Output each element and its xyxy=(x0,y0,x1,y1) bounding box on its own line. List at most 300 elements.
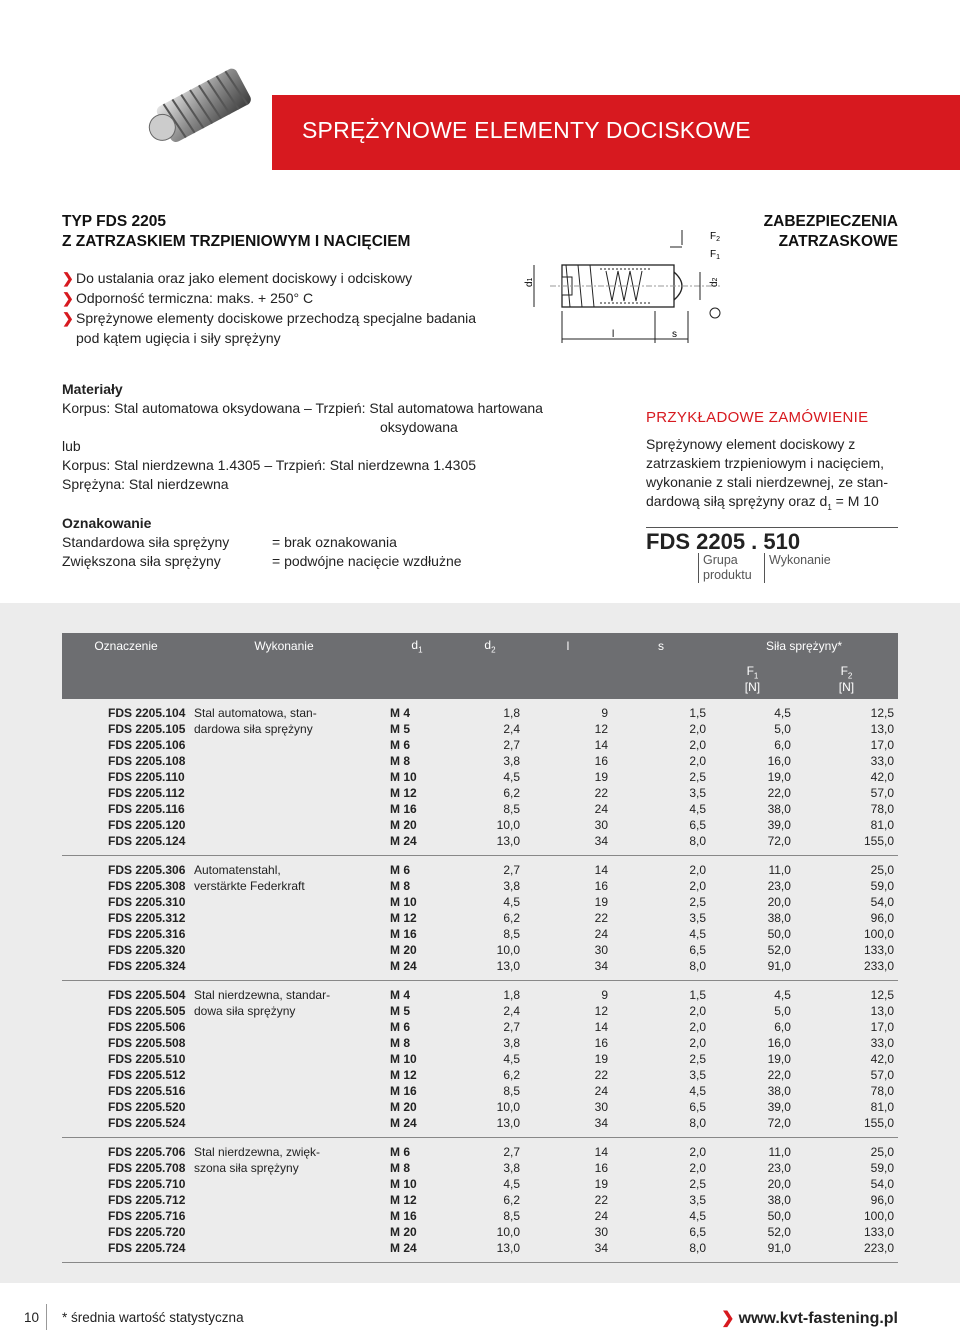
cell-d1: M 16 xyxy=(390,802,417,816)
cell-s: 2,0 xyxy=(689,1036,706,1050)
order-example xyxy=(646,408,898,587)
cell-f2: 17,0 xyxy=(870,1020,894,1034)
cell-f2: 223,0 xyxy=(863,1241,894,1255)
projection-symbol xyxy=(710,308,720,318)
table-row xyxy=(62,817,898,833)
cell-description xyxy=(190,817,378,833)
cell-code: FDS 2205.520 xyxy=(108,1100,186,1114)
cell-l: 34 xyxy=(594,1116,608,1130)
table-row xyxy=(62,1003,898,1019)
col-header-oznaczenie: Oznaczenie xyxy=(62,633,190,659)
cell-d1: M 24 xyxy=(390,1241,417,1255)
col-header-wykonanie: Wykonanie xyxy=(190,633,378,659)
cell-f1: 23,0 xyxy=(767,1161,791,1175)
cell-code: FDS 2205.724 xyxy=(108,1241,186,1255)
cell-description xyxy=(190,958,378,974)
cell-description xyxy=(190,801,378,817)
cell-s: 3,5 xyxy=(689,911,706,925)
cell-f2: 13,0 xyxy=(870,722,894,736)
cell-d2: 13,0 xyxy=(496,834,520,848)
cell-code: FDS 2205.316 xyxy=(108,927,186,941)
cell-s: 4,5 xyxy=(689,927,706,941)
cell-description xyxy=(190,1176,378,1192)
cell-d2: 3,8 xyxy=(503,1161,520,1175)
category-line-1: ZABEZPIECZENIA xyxy=(763,213,898,230)
table-row xyxy=(62,1099,898,1115)
cell-l: 14 xyxy=(594,1145,608,1159)
order-text: dardową siłą sprężyny oraz $d_1 = M$ 10 xyxy=(646,493,879,512)
cell-f1: 72,0 xyxy=(767,834,791,848)
cell-l: 16 xyxy=(594,1036,608,1050)
cell-description xyxy=(190,1035,378,1051)
f2-label: $F_2$ xyxy=(710,231,721,243)
cell-f2: 78,0 xyxy=(870,802,894,816)
cell-code: FDS 2205.106 xyxy=(108,738,186,752)
cell-s: 3,5 xyxy=(689,1193,706,1207)
table-row xyxy=(62,801,898,817)
col-header-d2: $d_2$ xyxy=(456,633,524,659)
cell-description xyxy=(190,894,378,910)
cell-l: 24 xyxy=(594,1209,608,1223)
order-text: zatrzaskiem trzpieniowym i nacięciem, xyxy=(646,455,885,471)
cell-d1: M 8 xyxy=(390,1036,411,1050)
cell-description xyxy=(190,1208,378,1224)
cell-d1: M 16 xyxy=(390,927,417,941)
cell-f2: 81,0 xyxy=(870,1100,894,1114)
cell-s: 6,5 xyxy=(689,1100,706,1114)
cell-f2: 78,0 xyxy=(870,1084,894,1098)
cell-d2: 13,0 xyxy=(496,1116,520,1130)
cell-l: 14 xyxy=(594,738,608,752)
cell-code: FDS 2205.110 xyxy=(108,770,185,784)
cell-f2: 57,0 xyxy=(870,786,894,800)
cell-description xyxy=(190,833,378,849)
cell-s: 2,5 xyxy=(689,1052,706,1066)
table-row xyxy=(62,753,898,769)
cell-d1: M 10 xyxy=(390,1177,417,1191)
cell-f1: 72,0 xyxy=(767,1116,791,1130)
cell-f2: 81,0 xyxy=(870,818,894,832)
category-title xyxy=(764,212,898,252)
label-execution: Wykonanie xyxy=(764,553,831,583)
cell-s: 8,0 xyxy=(689,1116,706,1130)
cell-description xyxy=(190,1051,378,1067)
cell-f1: 16,0 xyxy=(767,754,791,768)
col-header-d1: $d_1$ xyxy=(378,633,456,659)
col-header-s: s xyxy=(612,633,710,659)
cell-d2: 6,2 xyxy=(503,786,520,800)
cell-l: 14 xyxy=(594,1020,608,1034)
table-row xyxy=(62,1240,898,1256)
feature-item xyxy=(62,268,476,288)
cell-d2: 8,5 xyxy=(503,927,520,941)
cell-d1: M 12 xyxy=(390,1193,417,1207)
cell-s: 6,5 xyxy=(689,1225,706,1239)
cell-f1: 38,0 xyxy=(767,1193,791,1207)
cell-description: Stal nierdzewna, zwięk- xyxy=(194,1145,321,1159)
cell-l: 24 xyxy=(594,802,608,816)
cell-code: FDS 2205.720 xyxy=(108,1225,186,1239)
chevron-icon: ❯ xyxy=(62,310,74,326)
cell-f1: 50,0 xyxy=(767,927,791,941)
cell-f2: 12,5 xyxy=(870,706,894,720)
cell-d2: 10,0 xyxy=(496,1100,520,1114)
materials-line: Korpus: Stal automatowa oksydowana – Trzpień: Stal automatowa hartowana xyxy=(62,400,543,416)
cell-s: 4,5 xyxy=(689,1209,706,1223)
table-row xyxy=(62,926,898,942)
cell-d1: M 10 xyxy=(390,895,417,909)
cell-d1: M 8 xyxy=(390,754,411,768)
cell-f1: 5,0 xyxy=(774,722,791,736)
table-row xyxy=(62,1019,898,1035)
cell-f2: 13,0 xyxy=(870,1004,894,1018)
table-row xyxy=(62,833,898,849)
cell-d1: M 20 xyxy=(390,818,417,832)
cell-description: dowa siła sprężyny xyxy=(194,1004,296,1018)
materials-heading: Materiały xyxy=(62,381,123,397)
table-row xyxy=(62,1192,898,1208)
table-row xyxy=(62,958,898,974)
cell-d2: 6,2 xyxy=(503,1068,520,1082)
cell-s: 8,0 xyxy=(689,834,706,848)
cell-f1: 5,0 xyxy=(774,1004,791,1018)
cell-description xyxy=(190,1067,378,1083)
cell-d1: M 24 xyxy=(390,1116,417,1130)
footnote: * średnia wartość statystyczna xyxy=(62,1310,244,1325)
col-header-f2: $F_2$ [N] xyxy=(795,659,898,699)
cell-s: 3,5 xyxy=(689,786,706,800)
cell-code: FDS 2205.712 xyxy=(108,1193,186,1207)
cell-d2: 10,0 xyxy=(496,1225,520,1239)
cell-f2: 54,0 xyxy=(870,895,894,909)
materials-section xyxy=(62,380,543,494)
cell-d2: 2,4 xyxy=(503,1004,520,1018)
marking-value: = podwójne nacięcie wzdłużne xyxy=(272,553,462,569)
cell-s: 2,0 xyxy=(689,879,706,893)
cell-code: FDS 2205.716 xyxy=(108,1209,186,1223)
cell-f2: 17,0 xyxy=(870,738,894,752)
cell-d2: 8,5 xyxy=(503,1084,520,1098)
cell-s: 2,0 xyxy=(689,738,706,752)
cell-code: FDS 2205.508 xyxy=(108,1036,186,1050)
feature-text: Sprężynowe elementy dociskowe przechodzą specjalne badania xyxy=(76,310,477,326)
table-row xyxy=(62,1208,898,1224)
cell-d1: M 20 xyxy=(390,943,417,957)
cell-l: 22 xyxy=(594,1068,608,1082)
cell-d2: 2,7 xyxy=(503,1020,520,1034)
cell-d1: M 12 xyxy=(390,1068,417,1082)
cell-f1: 20,0 xyxy=(767,895,791,909)
cell-l: 30 xyxy=(594,818,608,832)
cell-f2: 54,0 xyxy=(870,1177,894,1191)
cell-d2: 6,2 xyxy=(503,1193,520,1207)
table-row xyxy=(62,942,898,958)
cell-l: 19 xyxy=(594,770,608,784)
cell-s: 1,5 xyxy=(689,706,706,720)
cell-code: FDS 2205.308 xyxy=(108,879,186,893)
type-line-2: Z ZATRZASKIEM TRZPIENIOWYM I NACIĘCIEM xyxy=(62,233,411,250)
cell-l: 30 xyxy=(594,1100,608,1114)
col-header-f1: $F_1$ [N] xyxy=(710,659,795,699)
f1-label: $F_1$ xyxy=(710,249,721,261)
table-row xyxy=(62,705,898,721)
cell-d2: 3,8 xyxy=(503,1036,520,1050)
cell-d2: 1,8 xyxy=(503,706,520,720)
cell-description: Stal nierdzewna, standar- xyxy=(194,988,331,1002)
table-row xyxy=(62,737,898,753)
cell-code: FDS 2205.105 xyxy=(108,722,186,736)
table-row xyxy=(62,785,898,801)
cell-f2: 59,0 xyxy=(870,879,894,893)
cell-code: FDS 2205.116 xyxy=(108,802,185,816)
marking-label: Zwiększona siła sprężyny xyxy=(62,553,221,569)
cell-d1: M 6 xyxy=(390,863,411,877)
cell-f1: 6,0 xyxy=(774,738,791,752)
cell-code: FDS 2205.510 xyxy=(108,1052,186,1066)
cell-l: 16 xyxy=(594,1161,608,1175)
cell-description xyxy=(190,1083,378,1099)
cell-f1: 19,0 xyxy=(767,770,791,784)
cell-code: FDS 2205.104 xyxy=(108,706,186,720)
cell-f2: 42,0 xyxy=(870,770,894,784)
cell-d2: 2,4 xyxy=(503,722,520,736)
cell-l: 24 xyxy=(594,927,608,941)
cell-s: 2,0 xyxy=(689,754,706,768)
cell-code: FDS 2205.108 xyxy=(108,754,186,768)
cell-code: FDS 2205.324 xyxy=(108,959,186,973)
marking-value: = brak oznakowania xyxy=(272,534,397,550)
cell-f2: 233,0 xyxy=(863,959,894,973)
cell-s: 3,5 xyxy=(689,1068,706,1082)
cell-code: FDS 2205.706 xyxy=(108,1145,186,1159)
cell-code: FDS 2205.708 xyxy=(108,1161,186,1175)
cell-f2: 12,5 xyxy=(870,988,894,1002)
cell-description xyxy=(190,753,378,769)
cell-d2: 4,5 xyxy=(503,1177,520,1191)
cell-f2: 25,0 xyxy=(870,1145,894,1159)
technical-drawing xyxy=(520,225,740,350)
cell-code: FDS 2205.310 xyxy=(108,895,186,909)
cell-code: FDS 2205.710 xyxy=(108,1177,186,1191)
cell-code: FDS 2205.524 xyxy=(108,1116,186,1130)
cell-code: FDS 2205.516 xyxy=(108,1084,186,1098)
cell-code: FDS 2205.320 xyxy=(108,943,186,957)
cell-f1: 22,0 xyxy=(767,786,791,800)
cell-f2: 33,0 xyxy=(870,1036,894,1050)
cell-d1: M 8 xyxy=(390,879,411,893)
cell-code: FDS 2205.505 xyxy=(108,1004,186,1018)
cell-d1: M 10 xyxy=(390,770,417,784)
cell-f1: 52,0 xyxy=(767,943,791,957)
cell-l: 9 xyxy=(601,706,608,720)
table-row xyxy=(62,1083,898,1099)
cell-d2: 1,8 xyxy=(503,988,520,1002)
cell-f2: 59,0 xyxy=(870,1161,894,1175)
cell-l: 22 xyxy=(594,1193,608,1207)
cell-d2: 6,2 xyxy=(503,911,520,925)
cell-description: Automatenstahl, xyxy=(194,863,281,877)
cell-f1: 52,0 xyxy=(767,1225,791,1239)
cell-l: 34 xyxy=(594,1241,608,1255)
cell-d2: 4,5 xyxy=(503,1052,520,1066)
chevron-icon: ❯ xyxy=(62,290,74,306)
cell-f2: 133,0 xyxy=(863,1225,894,1239)
cell-code: FDS 2205.504 xyxy=(108,988,186,1002)
cell-description: verstärkte Federkraft xyxy=(194,879,305,893)
table-row xyxy=(62,987,898,1003)
cell-d2: 2,7 xyxy=(503,1145,520,1159)
table-row xyxy=(62,1115,898,1131)
materials-line: oksydowana xyxy=(380,419,458,435)
cell-description: dardowa siła sprężyny xyxy=(194,722,313,736)
table-row xyxy=(62,894,898,910)
col-header-sila: Siła sprężyny* xyxy=(710,633,898,659)
cell-f1: 4,5 xyxy=(774,706,791,720)
cell-f1: 22,0 xyxy=(767,1068,791,1082)
cell-code: FDS 2205.124 xyxy=(108,834,186,848)
cell-d2: 8,5 xyxy=(503,802,520,816)
col-header-l: l xyxy=(524,633,612,659)
cell-d2: 4,5 xyxy=(503,770,520,784)
cell-s: 2,0 xyxy=(689,1020,706,1034)
l-label: l xyxy=(612,329,615,340)
cell-f2: 133,0 xyxy=(863,943,894,957)
cell-l: 22 xyxy=(594,911,608,925)
order-heading: PRZYKŁADOWE ZAMÓWIENIE xyxy=(646,409,869,426)
cell-d2: 2,7 xyxy=(503,863,520,877)
cell-l: 22 xyxy=(594,786,608,800)
table-row xyxy=(62,878,898,894)
cell-f2: 96,0 xyxy=(870,1193,894,1207)
chevron-icon: ❯ xyxy=(721,1310,735,1327)
cell-l: 30 xyxy=(594,1225,608,1239)
cell-code: FDS 2205.506 xyxy=(108,1020,186,1034)
cell-f1: 39,0 xyxy=(767,818,791,832)
label-group: Grupa produktu xyxy=(698,553,752,583)
table-row xyxy=(62,1035,898,1051)
cell-description: szona siła sprężyny xyxy=(194,1161,299,1175)
cell-f2: 155,0 xyxy=(863,1116,894,1130)
type-line-1: TYP FDS 2205 xyxy=(62,213,166,230)
cell-s: 8,0 xyxy=(689,1241,706,1255)
d1-label: d1 xyxy=(524,277,535,287)
cell-d1: M 24 xyxy=(390,834,417,848)
cell-d2: 8,5 xyxy=(503,1209,520,1223)
feature-list xyxy=(62,268,476,348)
cell-d2: 3,8 xyxy=(503,879,520,893)
cell-f2: 100,0 xyxy=(863,927,894,941)
cell-s: 4,5 xyxy=(689,1084,706,1098)
cell-d1: M 16 xyxy=(390,1084,417,1098)
s-label: s xyxy=(672,329,677,340)
cell-s: 6,5 xyxy=(689,818,706,832)
cell-description xyxy=(190,769,378,785)
cell-f1: 16,0 xyxy=(767,1036,791,1050)
table-row xyxy=(62,862,898,878)
cell-f1: 4,5 xyxy=(774,988,791,1002)
table-row xyxy=(62,1051,898,1067)
cell-f2: 57,0 xyxy=(870,1068,894,1082)
cell-code: FDS 2205.112 xyxy=(108,786,185,800)
materials-line: lub xyxy=(62,438,81,454)
cell-code: FDS 2205.312 xyxy=(108,911,186,925)
cell-code: FDS 2205.120 xyxy=(108,818,186,832)
header-banner xyxy=(0,0,960,185)
cell-f2: 42,0 xyxy=(870,1052,894,1066)
cell-f2: 33,0 xyxy=(870,754,894,768)
cell-f1: 91,0 xyxy=(767,959,791,973)
materials-line: Korpus: Stal nierdzewna 1.4305 – Trzpień: Stal nierdzewna 1.4305 xyxy=(62,457,477,473)
table-row xyxy=(62,1176,898,1192)
cell-description xyxy=(190,1099,378,1115)
order-code: FDS 2205 . 510 xyxy=(646,527,898,551)
cell-s: 2,0 xyxy=(689,1145,706,1159)
cell-s: 2,0 xyxy=(689,863,706,877)
cell-f1: 38,0 xyxy=(767,802,791,816)
cell-s: 2,0 xyxy=(689,722,706,736)
cell-description xyxy=(190,1240,378,1256)
cell-d2: 13,0 xyxy=(496,959,520,973)
feature-text: Do ustalania oraz jako element dociskowy i odciskowy xyxy=(76,270,413,286)
feature-text: pod kątem ugięcia i siły sprężyny xyxy=(76,330,281,346)
page-title: SPRĘŻYNOWE ELEMENTY DOCISKOWE xyxy=(302,117,751,143)
website-link[interactable]: ❯ www.kvt-fastening.pl xyxy=(721,1310,898,1327)
cell-f1: 38,0 xyxy=(767,1084,791,1098)
cell-d1: M 6 xyxy=(390,1020,411,1034)
cell-l: 16 xyxy=(594,879,608,893)
cell-d1: M 6 xyxy=(390,738,411,752)
cell-l: 24 xyxy=(594,1084,608,1098)
cell-d1: M 4 xyxy=(390,706,411,720)
feature-item xyxy=(62,308,476,328)
order-text: Sprężynowy element dociskowy z xyxy=(646,436,856,452)
spec-table xyxy=(62,633,898,1263)
d2-label: d2 xyxy=(709,277,720,287)
order-text: wykonanie z stali nierdzewnej, ze stan- xyxy=(646,474,889,490)
cell-description xyxy=(190,910,378,926)
cell-s: 6,5 xyxy=(689,943,706,957)
cell-d2: 3,8 xyxy=(503,754,520,768)
cell-f1: 50,0 xyxy=(767,1209,791,1223)
cell-f1: 11,0 xyxy=(768,1145,791,1159)
cell-code: FDS 2205.306 xyxy=(108,863,186,877)
cell-description: Stal automatowa, stan- xyxy=(194,706,317,720)
materials-line: Sprężyna: Stal nierdzewna xyxy=(62,476,229,492)
cell-d1: M 10 xyxy=(390,1052,417,1066)
cell-f1: 11,0 xyxy=(768,863,791,877)
cell-s: 2,5 xyxy=(689,770,706,784)
footer-divider xyxy=(46,1304,47,1330)
cell-s: 2,5 xyxy=(689,1177,706,1191)
category-line-2: ZATRZASKOWE xyxy=(778,233,898,250)
cell-description xyxy=(190,926,378,942)
marking-heading: Oznakowanie xyxy=(62,515,152,531)
cell-d2: 13,0 xyxy=(496,1241,520,1255)
table-row xyxy=(62,769,898,785)
cell-l: 34 xyxy=(594,834,608,848)
cell-description xyxy=(190,737,378,753)
cell-f1: 91,0 xyxy=(767,1241,791,1255)
cell-description xyxy=(190,1192,378,1208)
feature-item xyxy=(62,288,476,308)
cell-l: 9 xyxy=(601,988,608,1002)
table-row xyxy=(62,1160,898,1176)
cell-s: 2,0 xyxy=(689,1161,706,1175)
cell-f2: 100,0 xyxy=(863,1209,894,1223)
feature-text: Odporność termiczna: maks. + 250° C xyxy=(76,290,314,306)
cell-d1: M 5 xyxy=(390,722,411,736)
cell-l: 14 xyxy=(594,863,608,877)
